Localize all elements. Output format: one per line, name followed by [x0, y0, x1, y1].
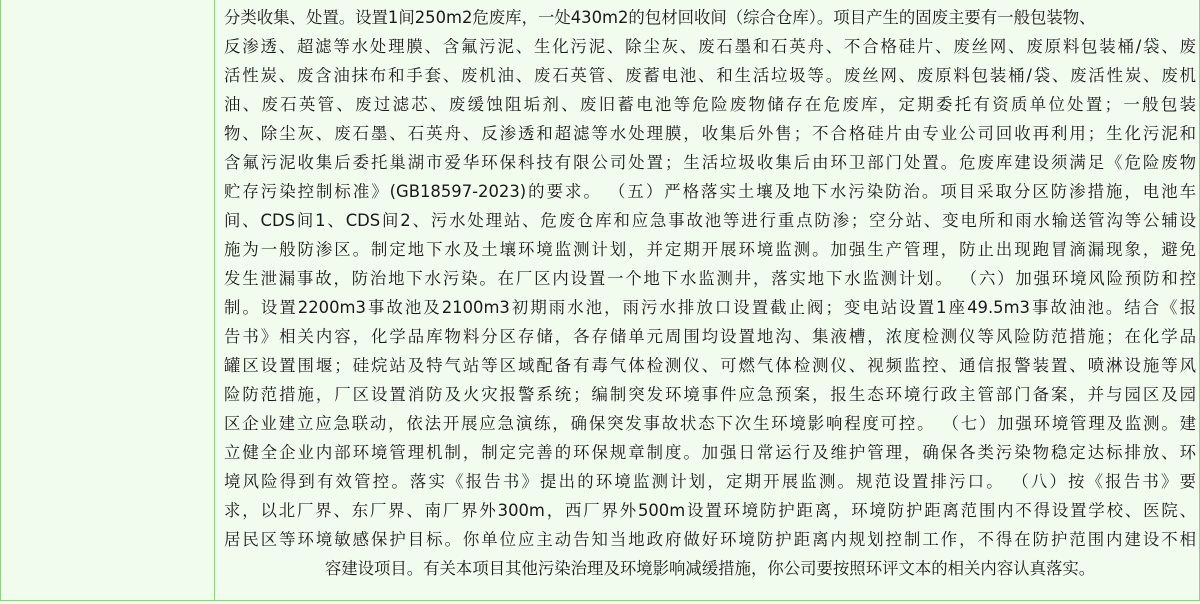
text-line: 求，以北厂界、东厂界、南厂界外300m，西厂界外500m设置环境防护距离，环境防护距离范围内不得设置学校、医院、: [224, 501, 1196, 520]
text-line: 境风险得到有效管控。落实《报告书》提出的环境监测计划，定期开展监测。规范设置排污口。 （八）按《报告书》要: [224, 472, 1196, 491]
text-line: 反渗透、超滤等水处理膜、含氟污泥、生化污泥、除尘灰、废石墨和石英舟、不合格硅片、废丝网、废原料包装桶/袋、废: [224, 37, 1196, 56]
text-line: 施为一般防渗区。制定地下水及土壤环境监测计划，并定期开展环境监测。加强生产管理，防止出现跑冒滴漏现象，避免: [224, 240, 1196, 259]
text-line: 物、除尘灰、废石墨、石英舟、反渗透和超滤等水处理膜，收集后外售；不合格硅片由专业公司回收再利用；生化污泥和: [224, 124, 1196, 143]
text-line: 居民区等环境敏感保护目标。你单位应主动告知当地政府做好环境防护距离内规划控制工作，不得在防护范围内建设不相: [224, 530, 1196, 549]
text-line: 区企业建立应急联动，依法开展应急演练，确保突发事故状态下次生环境影响程度可控。 （七）加强环境管理及监测。建: [224, 414, 1196, 433]
text-line: 容建设项目。有关本项目其他污染治理及环境影响减缓措施，你公司要按照环评文本的相关内容认真落实。: [324, 559, 1096, 578]
text-line: 险防范措施，厂区设置消防及火灾报警系统；编制突发环境事件应急预案，报生态环境行政主管部门备案，并与园区及园: [224, 385, 1196, 404]
text-line: 分类收集、处置。设置1间250m2危废库，一处430m2的包材回收间（综合仓库）。项目产生的固废主要有一般包装物、: [224, 8, 1096, 27]
text-line: 含氟污泥收集后委托巢湖市爱华环保科技有限公司处置；生活垃圾收集后由环卫部门处置。危废库建设须满足《危险废物: [224, 153, 1196, 172]
content-cell: [216, 0, 1200, 600]
row-divider: [0, 600, 1200, 601]
text-line: 活性炭、废含油抹布和手套、废机油、废石英管、废蓄电池、和生活垃圾等。废丝网、废原料包装桶/袋、废活性炭、废机: [224, 66, 1196, 85]
label-cell: [0, 0, 215, 600]
text-line: 罐区设置围堰；硅烷站及特气站等区域配备有毒气体检测仪、可燃气体检测仪、视频监控、通信报警装置、喷淋设施等风: [224, 356, 1196, 375]
paragraph: [224, 0, 1196, 583]
text-line: 立健全企业内部环境管理机制，制定完善的环保规章制度。加强日常运行及维护管理，确保各类污染物稳定达标排放、环: [224, 443, 1196, 462]
text-line: 发生泄漏事故，防治地下水污染。在厂区内设置一个地下水监测井，落实地下水监测计划。 （六）加强环境风险预防和控: [224, 269, 1196, 288]
text-line: 告书》相关内容，化学品库物料分区存储，各存储单元周围均设置地沟、集液槽，浓度检测仪等风险防范措施；在化学品: [224, 327, 1196, 346]
text-line: 贮存污染控制标准》(GB18597-2023)的要求。 （五）严格落实土壤及地下水污染防治。项目采取分区防渗措施，电池车: [224, 182, 1196, 201]
text-line: 间、CDS间1、CDS间2、污水处理站、危废仓库和应急事故池等进行重点防渗；空分站、变电所和雨水输送管沟等公辅设: [224, 211, 1196, 230]
text-line: 制。设置2200m3事故池及2100m3初期雨水池，雨污水排放口设置截止阀；变电站设置1座49.5m3事故油池。结合《报: [224, 298, 1196, 317]
text-line: 油、废石英管、废过滤芯、废缓蚀阻垢剂、废旧蓄电池等危险废物储存在危废库，定期委托有资质单位处置；一般包装: [224, 95, 1196, 114]
